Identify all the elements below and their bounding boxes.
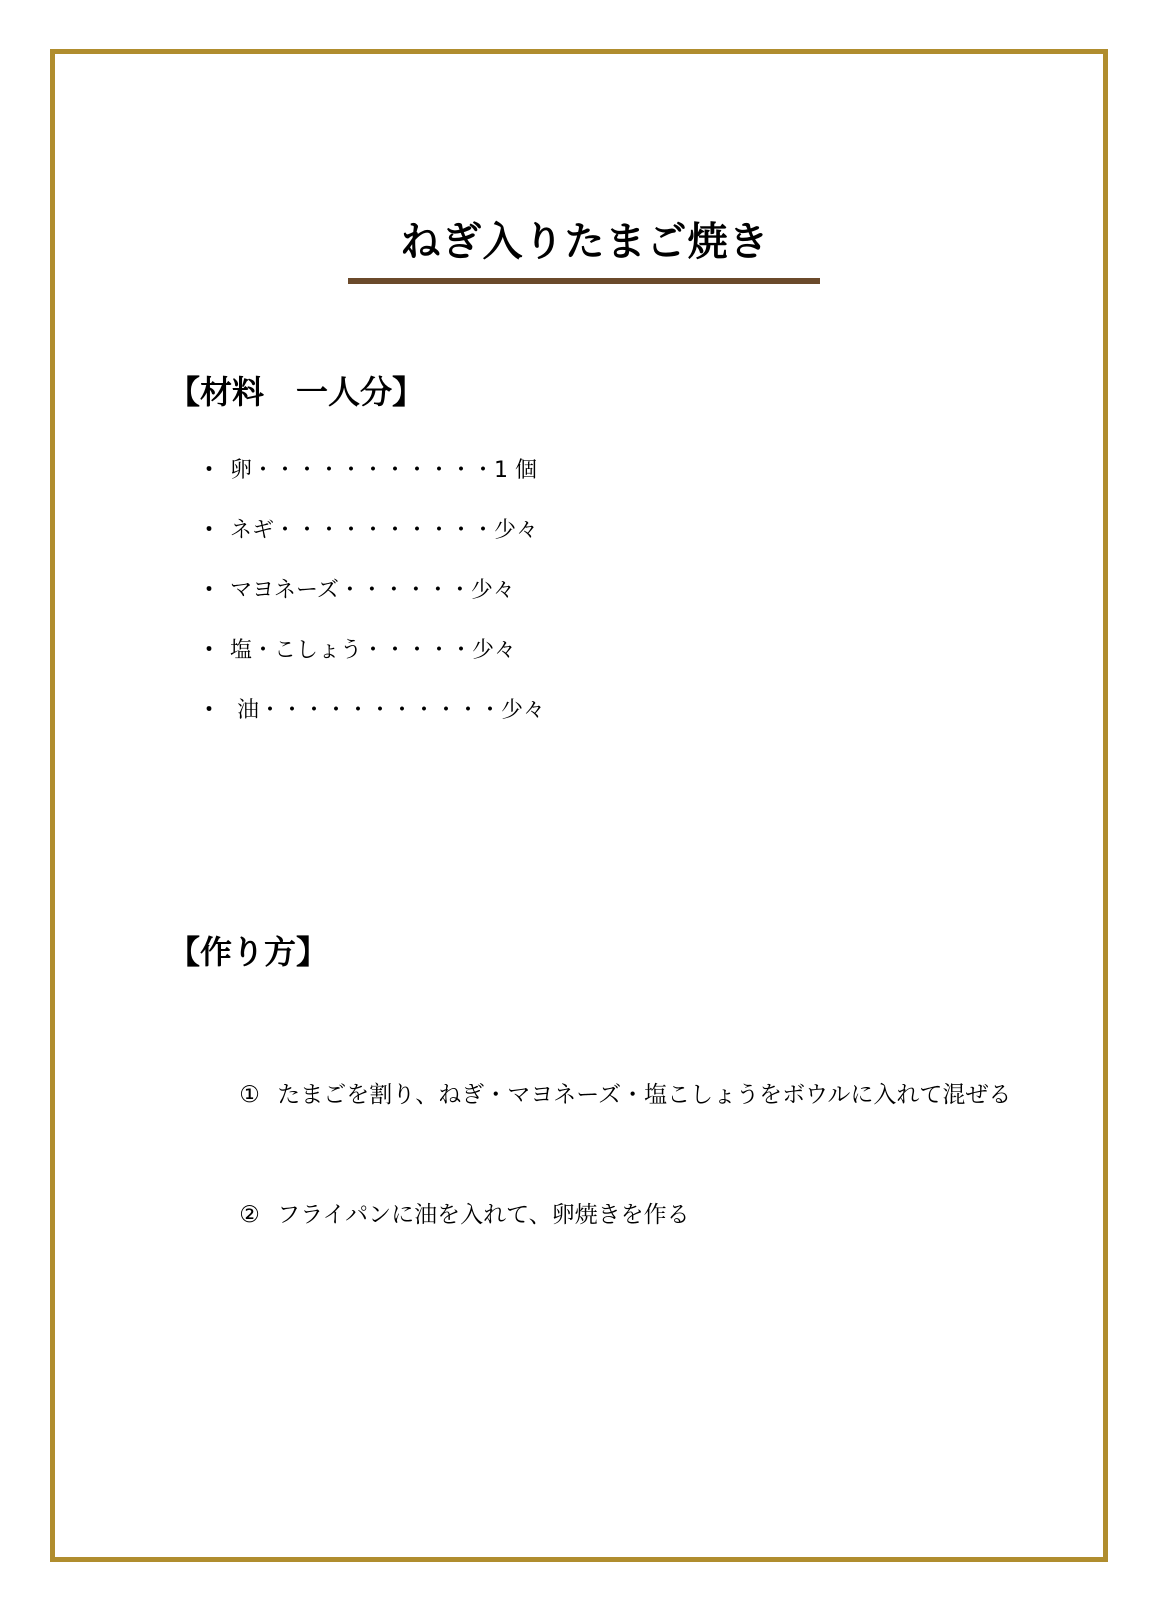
- title-underline: [348, 278, 820, 284]
- step-item: [210, 1155, 1011, 1275]
- ingredient-item-mayonnaise: [198, 576, 545, 636]
- step-number: ①: [239, 1082, 260, 1108]
- bullet-icon: ・: [198, 458, 221, 483]
- step-number: ②: [239, 1202, 260, 1228]
- recipe-title: ねぎ入りたまご焼き: [400, 219, 770, 265]
- ingredient-label: 卵・・・・・・・・・・・1 個: [230, 458, 537, 483]
- step-item: [210, 1035, 1011, 1155]
- method-heading: 【作り方】: [168, 933, 329, 971]
- bullet-icon: ・: [198, 698, 221, 723]
- ingredient-label: ネギ・・・・・・・・・・少々: [230, 518, 539, 543]
- step-text: たまごを割り、ねぎ・マヨネーズ・塩こしょうをボウルに入れて混ぜる: [277, 1082, 1012, 1108]
- ingredient-item-egg: [198, 456, 545, 516]
- step-text: フライパンに油を入れて、卵焼きを作る: [277, 1202, 690, 1228]
- bullet-icon: ・: [198, 638, 221, 663]
- ingredients-heading: 【材料 一人分】: [168, 373, 425, 411]
- ingredient-label: 塩・こしょう・・・・・少々: [230, 638, 517, 663]
- ingredient-list: [198, 456, 545, 756]
- step-list: [210, 1035, 1011, 1275]
- ingredient-item-green-onion: [198, 516, 545, 576]
- page-border: [50, 49, 1108, 1562]
- ingredient-item-salt-pepper: [198, 636, 545, 696]
- bullet-icon: ・: [198, 578, 221, 603]
- bullet-icon: ・: [198, 518, 221, 543]
- ingredient-item-oil: [198, 696, 545, 756]
- ingredient-label: マヨネーズ・・・・・・少々: [230, 578, 515, 603]
- ingredient-label: 油・・・・・・・・・・・少々: [230, 698, 545, 723]
